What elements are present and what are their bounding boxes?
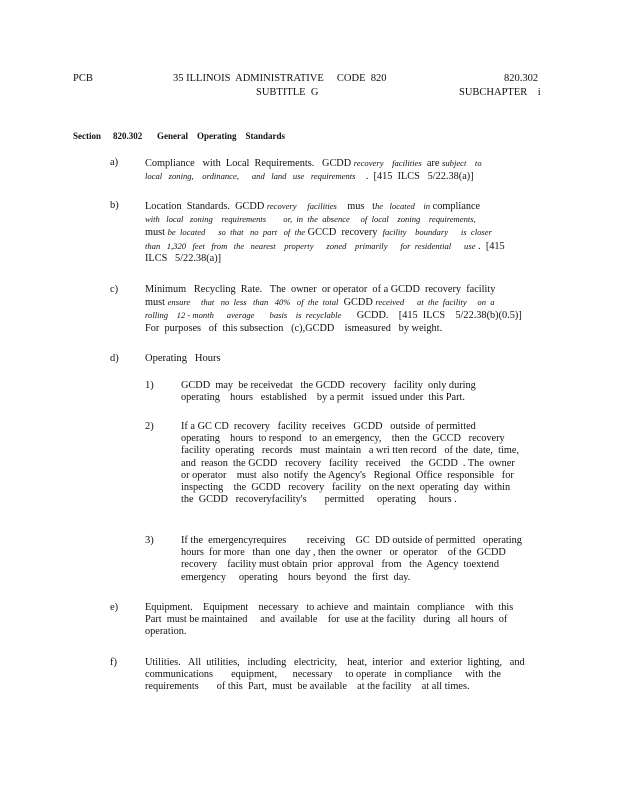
item-d3-text: If the emergencyrequires receiving GC DD outside of permitted operating hours for more than one day , then the owner or operator of the GCDD recovery facility must obtain prior approval from the Agency toextend emergency operating hours beyond the first day. bbox=[181, 535, 522, 583]
header-right-line2: SUBCHAPTER i bbox=[459, 87, 541, 98]
item-d-label: d) bbox=[110, 353, 119, 364]
header-right-line1: 820.302 bbox=[504, 73, 539, 84]
item-d1-text: GCDD may be receivedat the GCDD recovery facility only during operating hours established by a permit issued under this Part. bbox=[181, 380, 476, 404]
item-d2-text: If a GC CD recovery facility receives GCDD outside of permitted operating hours to respond to an emergency, then the GCCD recovery facility operating records must maintain a wri tten record of the date, time, and reason the GCDD recovery facility received the GCDD . The owner or operator must also notify the Agency's Regional Office responsible for inspecting the GCDD recovery facility on the next operating day within the GCDD recoveryfacility's permitted operating hours . bbox=[181, 421, 519, 506]
item-d3-label: 3) bbox=[145, 535, 154, 546]
header-center-line2: SUBTITLE G bbox=[256, 87, 319, 98]
item-e-text: Equipment. Equipment necessary to achieve and maintain compliance with this Part must be maintained and available for use at the facility during all hours of operation. bbox=[145, 602, 514, 638]
section-label: Section bbox=[73, 131, 101, 141]
section-number: 820.302 bbox=[113, 131, 143, 141]
item-f-label: f) bbox=[110, 657, 117, 668]
item-b-text: Location Standards. GCDD recovery facilities mus the located in compliance with local zoning requirements or, in the absence of local zoning requirements, must be located so that no part of the GCCD recovery facility boundary is closer than 1,320 feet from the nearest property zoned primarily for residential use . [415 ILCS 5/22.38(a)] bbox=[145, 201, 505, 264]
item-b-label: b) bbox=[110, 200, 119, 211]
item-a-label: a) bbox=[110, 157, 119, 168]
item-f-text: Utilities. All utilities, including electricity, heat, interior and exterior lighting, and communications equipment, necessary to operate in compliance with the requirements of this Part, must be available at the facility at all times. bbox=[145, 657, 525, 693]
item-c-text: Minimum Recycling Rate. The owner or operator of a GCDD recovery facility must ensure that no less than 40% of the total GCDD received at the facility on a rolling 12 - month average basis is recyclable GCDD. [415 ILCS 5/22.38(b)(0.5)] For purposes of this subsection (c),GCDD ismeasured by weight. bbox=[145, 284, 522, 334]
item-d1-label: 1) bbox=[145, 380, 154, 391]
section-title: General Operating Standards bbox=[157, 131, 286, 141]
item-d-title: Operating Hours bbox=[145, 353, 221, 364]
item-d2-label: 2) bbox=[145, 421, 154, 432]
item-e-label: e) bbox=[110, 602, 119, 613]
item-c-label: c) bbox=[110, 284, 119, 295]
header-center-line1: 35 ILLINOIS ADMINISTRATIVE CODE 820 bbox=[173, 73, 387, 84]
header-left: PCB bbox=[73, 73, 93, 84]
item-a-text: Compliance with Local Requirements. GCDD recovery facilities are subject to local zoning, ordinance, and land use requirements . [415 ILCS 5/22.38(a)] bbox=[145, 158, 482, 183]
